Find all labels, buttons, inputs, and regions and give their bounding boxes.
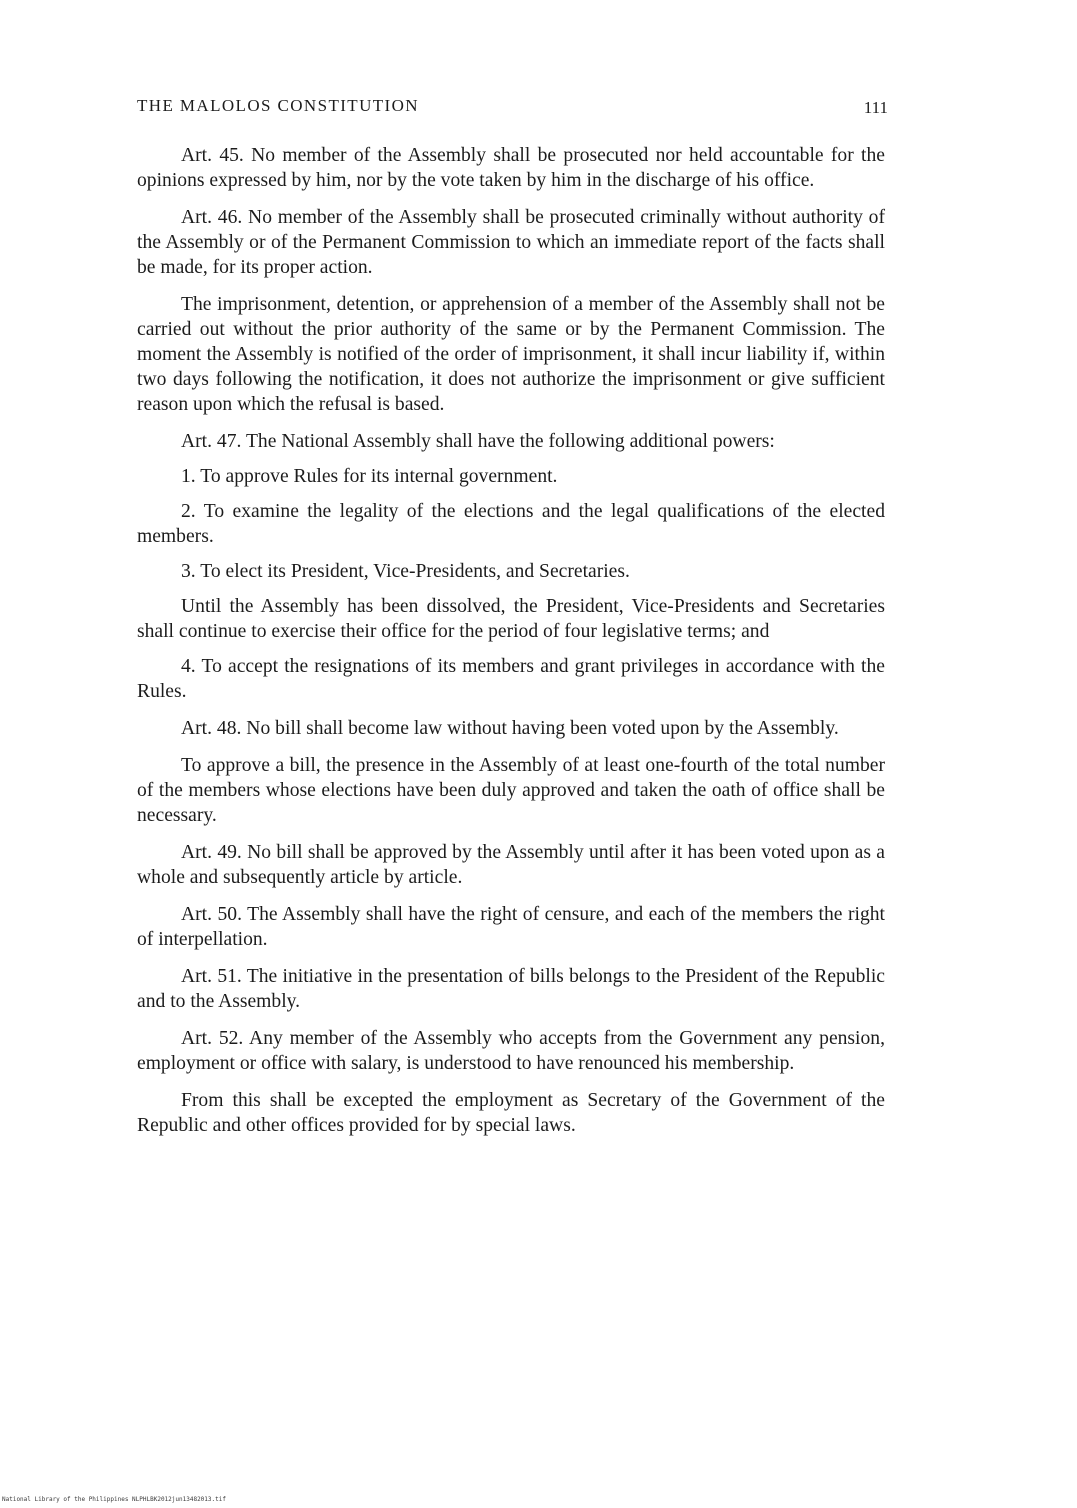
article-48: Art. 48. No bill shall become law without having been voted upon by the Assembly. [181,718,839,739]
body-text [137,143,885,1138]
article-52-exception-paragraph: From this shall be excepted the employment as Secretary of the Government of the Republic and other offices provided for by special laws. [137,1090,885,1136]
article-47-power-1: 1. To approve Rules for its internal government. [181,466,558,487]
article-51: Art. 51. The initiative in the presentation of bills belongs to the President of the Republic and to the Assembly. [137,966,885,1012]
article-46-imprisonment-paragraph: The imprisonment, detention, or apprehension of a member of the Assembly shall not be carried out without the prior authority of the same or by the Permanent Commission. The moment the Assembly is notified of the order of imprisonment, it shall incur liability if, within two days following the notification, it does not authorize the imprisonment or give sufficient reason upon which the refusal is based. [137,294,885,415]
article-45: Art. 45. No member of the Assembly shall be prosecuted nor held accountable for the opinions expressed by him, nor by the vote taken by him in the discharge of his office. [137,145,885,191]
article-48-quorum-paragraph: To approve a bill, the presence in the Assembly of at least one-fourth of the total number of the members whose elections have been duly approved and taken the oath of office shall be necessary. [137,755,885,826]
scan-footer-note: National Library of the Philippines NLPHLBK2012jun13482013.tif [2,1496,226,1503]
article-50: Art. 50. The Assembly shall have the right of censure, and each of the members the right of interpellation. [137,904,885,950]
article-47-power-4: 4. To accept the resignations of its members and grant privileges in accordance with the Rules. [137,656,885,702]
article-47-power-3: 3. To elect its President, Vice-Presidents, and Secretaries. [181,561,630,582]
article-47-power-2: 2. To examine the legality of the elections and the legal qualifications of the elected members. [137,501,885,547]
article-52: Art. 52. Any member of the Assembly who accepts from the Government any pension, employment or office with salary, is understood to have renounced his membership. [137,1028,885,1074]
article-49: Art. 49. No bill shall be approved by the Assembly until after it has been voted upon as a whole and subsequently article by article. [137,842,885,888]
article-47-officers-paragraph: Until the Assembly has been dissolved, the President, Vice-Presidents and Secretaries shall continue to exercise their office for the period of four legislative terms; and [137,596,885,642]
running-header [137,96,888,120]
page-number: 111 [863,98,888,117]
article-46: Art. 46. No member of the Assembly shall be prosecuted criminally without authority of the Assembly or of the Permanent Commission to which an immediate report of the facts shall be made, for its proper action. [137,207,885,278]
article-47: Art. 47. The National Assembly shall have the following additional powers: [181,431,775,452]
running-title: THE MALOLOS CONSTITUTION [137,96,419,115]
